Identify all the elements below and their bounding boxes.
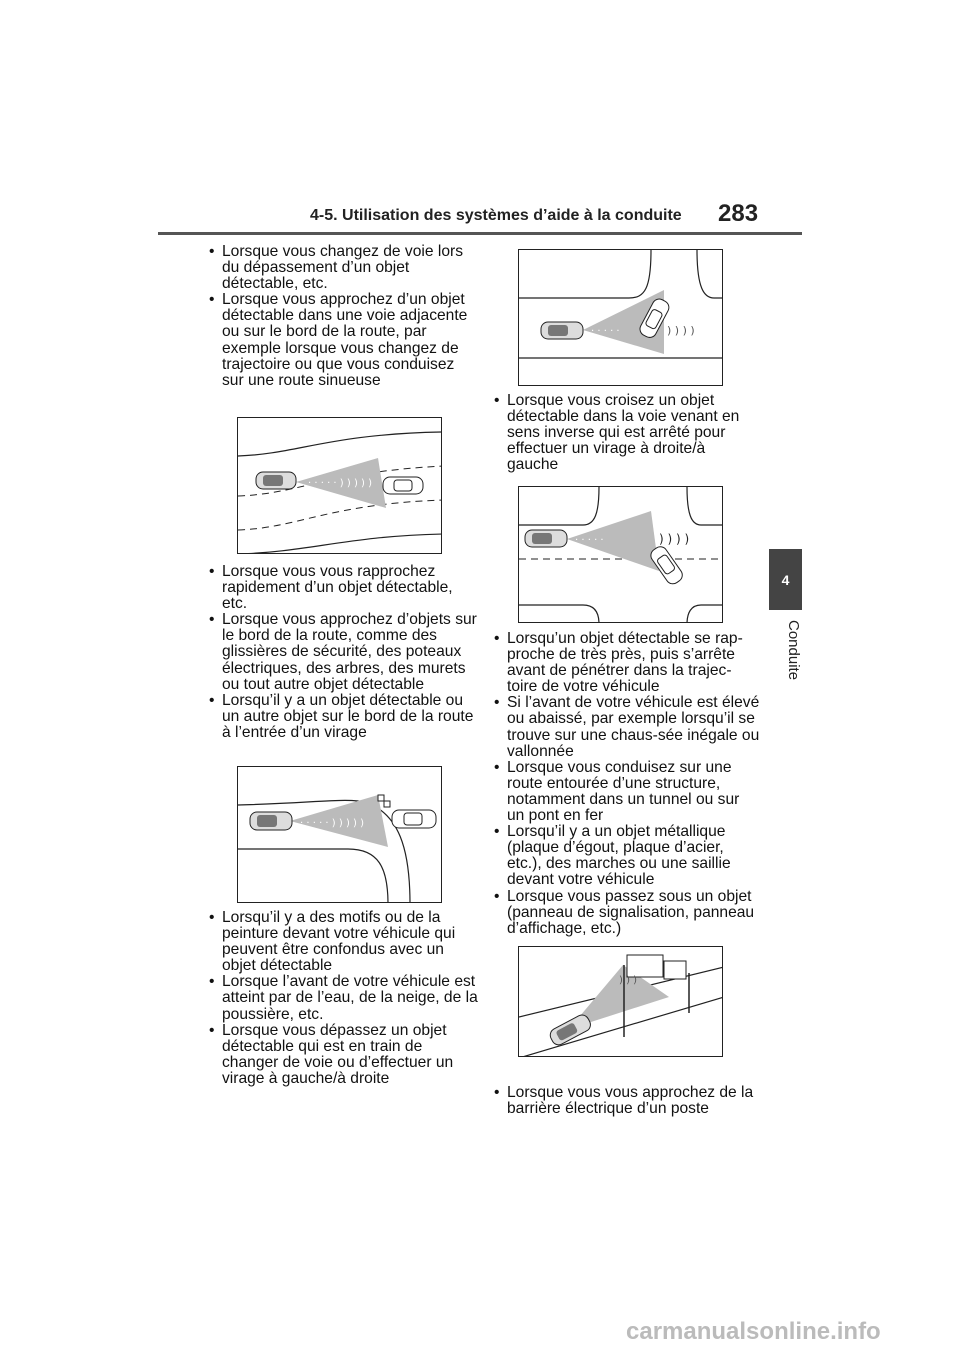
col2-list-c bbox=[490, 1085, 760, 1117]
list-item: • Lorsque vous dépassez un objet détectable qui est en train de changer de voie ou d’effectuer un virage à gauche/à droite bbox=[205, 1023, 480, 1087]
svg-text:· · · · ·: · · · · · bbox=[575, 535, 604, 546]
figure-corner-entry bbox=[237, 766, 442, 903]
col1-list-b bbox=[205, 564, 480, 741]
page-number: 283 bbox=[718, 200, 759, 227]
figure-oncoming-turn bbox=[518, 249, 723, 386]
col1-list-a bbox=[205, 244, 480, 389]
watermark: carmanualsonline.info bbox=[626, 1318, 881, 1345]
header-rule bbox=[158, 232, 802, 235]
list-item: • Lorsqu’il y a un objet détectable ou un autre objet sur le bord de la route à l’entrée d’un virage bbox=[205, 693, 480, 741]
list-item: • Lorsque vous changez de voie lors du dépassement d’un objet détectable, etc. bbox=[205, 244, 480, 292]
svg-text:· · · · · ) ) ) ) ): · · · · · ) ) ) ) ) bbox=[300, 818, 365, 829]
list-item: • Lorsque vous vous rapprochez rapidement d’un objet détectable, etc. bbox=[205, 564, 480, 612]
list-item: • Lorsque vous approchez d’un objet détectable dans une voie adjacente ou sur le bord de la route, par exemple lorsque vous changez de trajectoire ou que vous conduisez sur une route sinueuse bbox=[205, 292, 480, 389]
list-item: • Lorsque vous croisez un objet détectable dans la voie venant en sens inverse qui est arrêté pour effectuer un virage à droite/à gauche bbox=[490, 393, 760, 473]
list-item: • Si l’avant de votre véhicule est élevé ou abaissé, par exemple lorsqu’il se trouve sur une chaus-sée inégale ou vallonnée bbox=[490, 695, 760, 759]
list-item: • Lorsqu’un objet détectable se rap-proche de très près, puis s’arrête avant de pénétrer dans la trajec-toire de votre véhicule bbox=[490, 631, 760, 695]
col1-list-c bbox=[205, 910, 480, 1087]
list-item: • Lorsque vous passez sous un objet (panneau de signalisation, panneau d’affichage, etc.) bbox=[490, 889, 760, 937]
page-header bbox=[300, 200, 760, 229]
section-title: 4-5. Utilisation des systèmes d’aide à la conduite bbox=[310, 207, 682, 224]
list-item: • Lorsque l’avant de votre véhicule est atteint par de l’eau, de la neige, de la poussière, etc. bbox=[205, 974, 480, 1022]
figure-crossing-vehicle bbox=[518, 486, 723, 623]
list-item: • Lorsque vous conduisez sur une route entourée d’une structure, notamment dans un tunnel ou sur un pont en fer bbox=[490, 760, 760, 824]
svg-text:) ) ) ): ) ) ) ) bbox=[659, 532, 690, 546]
figure-overhead-sign bbox=[518, 946, 723, 1057]
svg-text:) ) ) ): ) ) ) ) bbox=[667, 324, 695, 337]
chapter-tab-label: Conduite bbox=[785, 620, 802, 681]
svg-text:· · · · · ) ) ) ) ): · · · · · ) ) ) ) ) bbox=[308, 478, 373, 489]
chapter-tab[interactable]: 4 bbox=[769, 549, 802, 610]
col2-list-b bbox=[490, 631, 760, 937]
list-item: • Lorsque vous vous approchez de la barrière électrique d’un poste bbox=[490, 1085, 760, 1117]
col2-list-a bbox=[490, 393, 760, 473]
list-item: • Lorsqu’il y a des motifs ou de la peinture devant votre véhicule qui peuvent être confondus avec un objet détectable bbox=[205, 910, 480, 974]
svg-text:· · · · ·: · · · · · bbox=[591, 326, 620, 337]
figure-curved-road bbox=[237, 417, 442, 554]
svg-text:) ) ): ) ) ) bbox=[619, 975, 638, 986]
list-item: • Lorsqu’il y a un objet métallique (plaque d’égout, plaque d’acier, etc.), des marches ou une saillie devant votre véhicule bbox=[490, 824, 760, 888]
list-item: • Lorsque vous approchez d’objets sur le bord de la route, comme des glissières de sécurité, des poteaux électriques, des arbres, des murets ou tout autre objet détectable bbox=[205, 612, 480, 692]
